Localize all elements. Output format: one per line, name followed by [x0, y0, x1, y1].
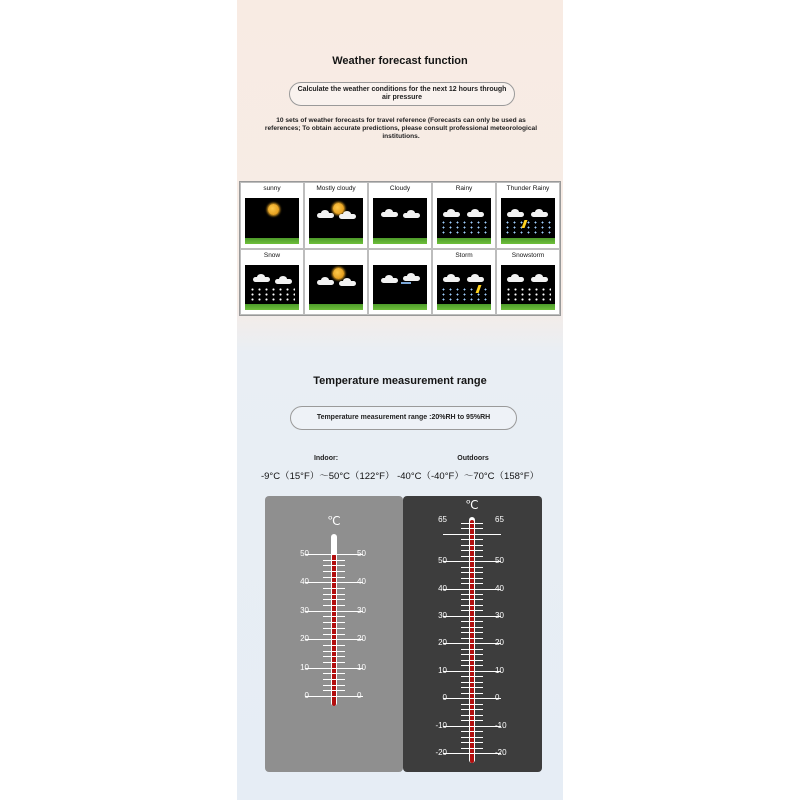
scale-tick-label: 40 — [438, 583, 447, 593]
scale-tick — [461, 523, 483, 524]
cloud-icon — [373, 198, 427, 244]
weather-cell — [432, 249, 496, 316]
scale-tick — [323, 577, 345, 578]
indoor-range: -9°C（15°F）～50°C（122°F） — [260, 471, 395, 482]
scale-tick — [461, 627, 483, 628]
scale-tick — [323, 565, 345, 566]
scale-tick-label: 65 — [495, 515, 504, 524]
weather-cell — [304, 182, 368, 249]
scale-tick — [461, 737, 483, 738]
wind-cloud-icon — [373, 265, 427, 311]
scale-tick-label: 10 — [438, 665, 447, 675]
weather-cell — [368, 249, 432, 316]
weather-label: Snow — [263, 251, 281, 259]
scale-tick — [461, 578, 483, 579]
scale-tick — [461, 693, 483, 694]
scale-tick — [461, 709, 483, 710]
scale-tick — [323, 673, 345, 674]
scale-tick — [461, 545, 483, 546]
scale-tick — [443, 726, 501, 727]
weather-cell — [496, 249, 560, 316]
scale-tick-label: 30 — [357, 605, 366, 615]
scale-tick-label: 0 — [304, 691, 309, 700]
scale-tick — [461, 594, 483, 595]
scale-tick-label: 40 — [300, 577, 309, 587]
scale-tick — [305, 696, 363, 697]
scale-tick — [443, 643, 501, 644]
scale-tick-label: 20 — [495, 638, 504, 648]
storm-icon — [437, 265, 491, 311]
scale-tick — [461, 682, 483, 683]
scale-tick — [323, 571, 345, 572]
scale-tick — [461, 687, 483, 688]
scale-tick — [461, 654, 483, 655]
scale-tick-label: 10 — [495, 665, 504, 675]
weather-label: Mostly cloudy — [316, 185, 356, 192]
scale-tick-label: 50 — [438, 556, 447, 566]
scale-tick — [461, 621, 483, 622]
scale-tick — [461, 605, 483, 606]
forecast-pill-text: Calculate the weather conditions for the next 12 hours through air pressure — [297, 86, 507, 101]
scale-tick — [323, 679, 345, 680]
weather-label: sunny — [263, 185, 281, 192]
snowstorm-icon — [501, 265, 555, 311]
scale-tick — [323, 560, 345, 561]
weather-cell — [432, 182, 496, 249]
scale-tick — [323, 634, 345, 635]
rain-icon — [437, 198, 491, 244]
scale-tick — [323, 594, 345, 595]
scale-tick — [323, 628, 345, 629]
scale-tick — [461, 550, 483, 551]
outdoor-range: -40°C（-40°F）～70°C（158°F） — [397, 471, 539, 482]
scale-tick — [323, 662, 345, 663]
outdoor-label: Outdoors — [457, 455, 489, 462]
temperature-pill — [290, 406, 517, 430]
scale-tick — [461, 572, 483, 573]
weather-cell — [496, 182, 560, 249]
scale-tick-label: 65 — [438, 515, 447, 524]
scale-tick — [461, 720, 483, 721]
weather-label: Thunder Rainy — [506, 185, 550, 192]
weather-label: Snowstorm — [511, 251, 545, 259]
weather-label: Cloudy — [389, 185, 411, 192]
scale-tick-label: 10 — [300, 662, 309, 672]
scale-tick-label: -10 — [495, 720, 507, 730]
scale-tick — [323, 645, 345, 646]
scale-tick — [323, 690, 345, 691]
scale-tick-label: 0 — [442, 693, 447, 703]
scale-tick-label: -20 — [435, 748, 447, 757]
forecast-note: 10 sets of weather forecasts for travel reference (Forecasts can only be used as references; To obtain accurate predictions, please consult professional meteorological institutions. — [264, 117, 538, 140]
weather-cell — [304, 249, 368, 316]
scale-tick — [443, 589, 501, 590]
forecast-pill — [289, 82, 515, 106]
weather-label: Rainy — [455, 185, 473, 192]
scale-tick-label: 40 — [357, 577, 366, 587]
scale-tick — [461, 731, 483, 732]
scale-tick — [461, 665, 483, 666]
scale-tick — [461, 704, 483, 705]
outdoor-thermometer — [403, 496, 542, 772]
scale-tick — [461, 649, 483, 650]
scale-tick — [461, 539, 483, 540]
scale-tick-label: 30 — [495, 610, 504, 620]
scale-tick-label: -10 — [435, 720, 447, 730]
scale-tick — [461, 632, 483, 633]
scale-tick — [323, 685, 345, 686]
scale-tick — [323, 651, 345, 652]
scale-tick — [461, 556, 483, 557]
scale-tick — [443, 616, 501, 617]
temperature-pill-text: Temperature measurement range :20%RH to 95%RH — [316, 414, 491, 421]
scale-tick — [305, 639, 363, 640]
scale-tick-label: 30 — [300, 605, 309, 615]
scale-tick-label: 50 — [495, 556, 504, 566]
weather-cell — [240, 182, 304, 249]
indoor-label: Indoor: — [313, 455, 339, 462]
temperature-title: Temperature measurement range — [313, 375, 487, 387]
scale-tick-label: 20 — [438, 638, 447, 648]
scale-tick-label: 50 — [357, 549, 366, 558]
weather-label: Storm — [455, 251, 473, 259]
sun-icon — [245, 198, 299, 244]
scale-tick-label: 0 — [357, 691, 362, 700]
scale-tick — [305, 582, 363, 583]
scale-tick — [461, 567, 483, 568]
scale-tick — [461, 610, 483, 611]
scale-tick — [323, 588, 345, 589]
sun-cloud-icon — [309, 198, 363, 244]
scale-tick — [305, 611, 363, 612]
scale-tick — [443, 671, 501, 672]
product-sheet — [237, 0, 563, 800]
scale-tick-label: -20 — [495, 748, 507, 757]
scale-tick — [323, 622, 345, 623]
weather-grid — [239, 181, 561, 316]
scale-tick — [443, 753, 501, 754]
scale-tick — [323, 616, 345, 617]
scale-tick-label: 20 — [300, 634, 309, 644]
scale-tick — [461, 742, 483, 743]
thunder-rain-icon — [501, 198, 555, 244]
scale-tick — [443, 561, 501, 562]
temperature-ranges — [237, 468, 563, 482]
scale-tick — [461, 583, 483, 584]
weather-cell — [368, 182, 432, 249]
scale-tick — [461, 715, 483, 716]
scale-tick — [323, 605, 345, 606]
scale-tick-label: 30 — [438, 610, 447, 620]
scale-tick — [323, 599, 345, 600]
scale-tick — [443, 534, 501, 535]
weather-cell — [240, 249, 304, 316]
scale-tick — [323, 656, 345, 657]
forecast-title: Weather forecast function — [332, 55, 468, 67]
scale-tick — [461, 660, 483, 661]
scale-tick — [461, 638, 483, 639]
scale-tick — [461, 599, 483, 600]
scale-tick — [461, 748, 483, 749]
scale-tick-label: 40 — [495, 583, 504, 593]
scale-tick-label: 20 — [357, 634, 366, 644]
scale-tick — [443, 698, 501, 699]
celsius-unit: ℃ — [327, 514, 341, 528]
scale-tick — [305, 668, 363, 669]
gale-icon — [309, 265, 363, 311]
scale-tick — [305, 554, 363, 555]
scale-tick-label: 0 — [495, 693, 500, 703]
celsius-unit: ℃ — [465, 498, 479, 512]
indoor-thermometer — [265, 496, 403, 772]
scale-tick-label: 50 — [300, 549, 309, 558]
snow-icon — [245, 265, 299, 311]
scale-tick-label: 10 — [357, 662, 366, 672]
scale-tick — [461, 676, 483, 677]
scale-tick — [461, 528, 483, 529]
